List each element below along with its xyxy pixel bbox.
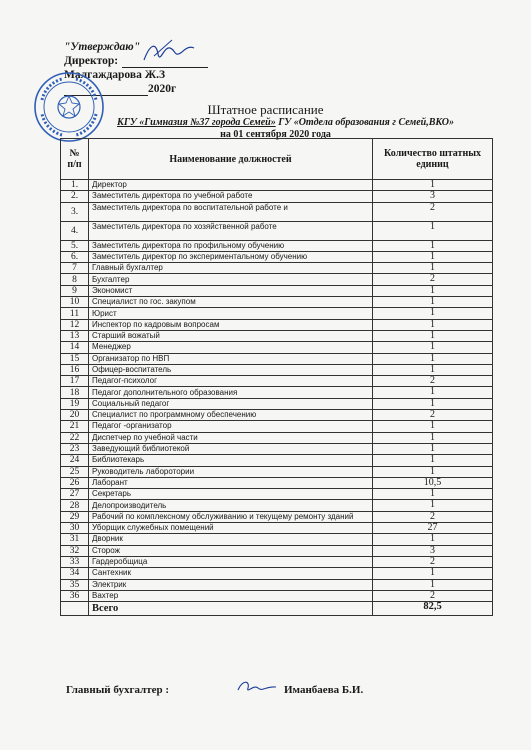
row-quantity: 1	[373, 240, 493, 251]
table-row	[61, 297, 493, 308]
table-row	[61, 590, 493, 601]
row-quantity: 1	[373, 455, 493, 466]
row-position: Заместитель директор по экспериментальному обучению	[89, 251, 373, 262]
subtitle-department: ГУ «Отдела образования г Семей,ВКО»	[275, 117, 454, 128]
row-position: Рабочий по комплексному обслуживанию и текущему ремонту зданий	[89, 511, 373, 522]
row-number: 27	[61, 489, 89, 500]
director-signature	[138, 36, 198, 70]
row-quantity: 1	[373, 568, 493, 579]
row-quantity: 1	[373, 398, 493, 409]
table-row	[61, 523, 493, 534]
row-position: Руководитель лаборотории	[89, 466, 373, 477]
row-quantity: 1	[373, 308, 493, 319]
row-position: Социальный педагог	[89, 398, 373, 409]
table-row	[61, 466, 493, 477]
row-number: 24	[61, 455, 89, 466]
row-number: 25	[61, 466, 89, 477]
table-row	[61, 376, 493, 387]
table-row	[61, 251, 493, 262]
document-subtitle	[0, 117, 531, 129]
row-position: Диспетчер по учебной части	[89, 432, 373, 443]
row-number: 32	[61, 545, 89, 556]
row-quantity: 1	[373, 251, 493, 262]
row-position: Вахтер	[89, 590, 373, 601]
document-title-block	[0, 102, 531, 140]
row-number: 19	[61, 398, 89, 409]
director-name: Малгаждарова Ж.З	[64, 69, 166, 81]
row-quantity: 1	[373, 297, 493, 308]
row-quantity: 1	[373, 364, 493, 375]
row-quantity: 27	[373, 523, 493, 534]
table-row	[61, 545, 493, 556]
row-quantity: 1	[373, 489, 493, 500]
table-row	[61, 432, 493, 443]
row-quantity: 1	[373, 180, 493, 191]
accountant-name: Иманбаева Б.И.	[284, 684, 364, 696]
row-quantity: 1	[373, 500, 493, 511]
row-number: 26	[61, 477, 89, 488]
table-row	[61, 410, 493, 421]
table-row	[61, 221, 493, 240]
row-number: 14	[61, 342, 89, 353]
row-position: Педагог-психолог	[89, 376, 373, 387]
row-quantity: 3	[373, 545, 493, 556]
table-total-row	[61, 602, 493, 616]
row-number: 36	[61, 590, 89, 601]
table-row	[61, 353, 493, 364]
accountant-signature	[234, 678, 278, 698]
table-row	[61, 421, 493, 432]
row-position: Заместитель директора по учебной работе	[89, 191, 373, 202]
document-title: Штатное расписание	[207, 102, 324, 117]
approval-heading: "Утверждаю"	[64, 41, 141, 53]
row-quantity: 1	[373, 534, 493, 545]
table-row	[61, 387, 493, 398]
row-position: Электрик	[89, 579, 373, 590]
row-position: Специалист по программному обеспечению	[89, 410, 373, 421]
table-row	[61, 398, 493, 409]
row-position: Юрист	[89, 308, 373, 319]
row-number: 9	[61, 285, 89, 296]
row-number: 34	[61, 568, 89, 579]
row-position: Лаборант	[89, 477, 373, 488]
document-date: на 01 сентября 2020 года	[220, 129, 331, 140]
row-quantity: 2	[373, 590, 493, 601]
row-number: 4.	[61, 221, 89, 240]
row-position: Заместитель директора по профильному обучению	[89, 240, 373, 251]
header-number: № п/п	[61, 139, 89, 180]
row-quantity: 2	[373, 410, 493, 421]
row-number: 10	[61, 297, 89, 308]
table-row	[61, 240, 493, 251]
row-number: 1.	[61, 180, 89, 191]
accountant-label: Главный бухгалтер :	[66, 684, 170, 696]
row-number: 8	[61, 274, 89, 285]
table-row	[61, 556, 493, 567]
row-number: 30	[61, 523, 89, 534]
total-label: Всего	[89, 602, 373, 616]
row-position: Заместитель директора по хозяйственной работе	[89, 221, 373, 240]
row-quantity: 1	[373, 330, 493, 341]
header-position: Наименование должностей	[89, 139, 373, 180]
row-position: Библиотекарь	[89, 455, 373, 466]
row-quantity: 2	[373, 511, 493, 522]
row-position: Офицер-воспитатель	[89, 364, 373, 375]
row-number: 35	[61, 579, 89, 590]
table-row	[61, 579, 493, 590]
row-number: 5.	[61, 240, 89, 251]
row-quantity: 1	[373, 285, 493, 296]
table-row	[61, 511, 493, 522]
table-row	[61, 274, 493, 285]
table-row	[61, 342, 493, 353]
row-position: Специалист по гос. закупом	[89, 297, 373, 308]
row-quantity: 1	[373, 421, 493, 432]
row-number: 22	[61, 432, 89, 443]
row-quantity: 1	[373, 263, 493, 274]
row-number: 33	[61, 556, 89, 567]
row-number: 2.	[61, 191, 89, 202]
table-row	[61, 202, 493, 221]
table-row	[61, 263, 493, 274]
row-number: 18	[61, 387, 89, 398]
subtitle-organization: КГУ «Гимназия №37 города Семей»	[117, 117, 276, 128]
table-row	[61, 568, 493, 579]
row-number: 21	[61, 421, 89, 432]
row-number: 17	[61, 376, 89, 387]
row-position: Делопроизводитель	[89, 500, 373, 511]
row-position: Сторож	[89, 545, 373, 556]
table-row	[61, 330, 493, 341]
row-quantity: 2	[373, 274, 493, 285]
table-header-row	[61, 139, 493, 180]
row-position: Директор	[89, 180, 373, 191]
row-quantity: 1	[373, 342, 493, 353]
row-number: 28	[61, 500, 89, 511]
total-value: 82,5	[373, 602, 493, 616]
row-number: 3.	[61, 202, 89, 221]
row-quantity: 3	[373, 191, 493, 202]
row-position: Секретарь	[89, 489, 373, 500]
row-number: 7	[61, 263, 89, 274]
row-number: 29	[61, 511, 89, 522]
row-position: Бухгалтер	[89, 274, 373, 285]
row-quantity: 1	[373, 319, 493, 330]
row-number: 23	[61, 443, 89, 454]
row-number: 6.	[61, 251, 89, 262]
row-quantity: 1	[373, 221, 493, 240]
table-row	[61, 319, 493, 330]
row-number: 20	[61, 410, 89, 421]
row-quantity: 1	[373, 443, 493, 454]
row-quantity: 10,5	[373, 477, 493, 488]
row-position: Менеджер	[89, 342, 373, 353]
table-row	[61, 489, 493, 500]
row-position: Старший вожатый	[89, 330, 373, 341]
row-position: Инспектор по кадровым вопросам	[89, 319, 373, 330]
row-quantity: 1	[373, 432, 493, 443]
row-position: Педагог -организатор	[89, 421, 373, 432]
row-quantity: 1	[373, 387, 493, 398]
row-position: Экономист	[89, 285, 373, 296]
row-position: Гардеробщица	[89, 556, 373, 567]
table-row	[61, 477, 493, 488]
staffing-table	[60, 138, 493, 616]
row-number: 13	[61, 330, 89, 341]
table-row	[61, 534, 493, 545]
director-label: Директор:	[64, 55, 119, 67]
row-position: Дворник	[89, 534, 373, 545]
table-row	[61, 191, 493, 202]
table-row	[61, 285, 493, 296]
row-quantity: 1	[373, 466, 493, 477]
row-number: 15	[61, 353, 89, 364]
row-quantity: 1	[373, 353, 493, 364]
row-number: 11	[61, 308, 89, 319]
header-quantity: Количество штатных единиц	[373, 139, 493, 180]
row-quantity: 2	[373, 202, 493, 221]
row-position: Педагог дополнительного образования	[89, 387, 373, 398]
row-quantity: 1	[373, 579, 493, 590]
row-quantity: 2	[373, 556, 493, 567]
row-number: 31	[61, 534, 89, 545]
row-position: Уборщик служебных помещений	[89, 523, 373, 534]
table-row	[61, 455, 493, 466]
table-row	[61, 443, 493, 454]
table-row	[61, 308, 493, 319]
approval-year: 2020г	[148, 83, 177, 95]
row-number: 16	[61, 364, 89, 375]
row-quantity: 2	[373, 376, 493, 387]
row-position: Организатор по НВП	[89, 353, 373, 364]
row-position: Сантехник	[89, 568, 373, 579]
row-position: Главный бухгалтер	[89, 263, 373, 274]
row-number: 12	[61, 319, 89, 330]
total-empty-cell	[61, 602, 89, 616]
row-position: Заведующий библиотекой	[89, 443, 373, 454]
table-row	[61, 180, 493, 191]
table-row	[61, 500, 493, 511]
table-row	[61, 364, 493, 375]
row-position: Заместитель директора по воспитательной работе и	[89, 202, 373, 221]
